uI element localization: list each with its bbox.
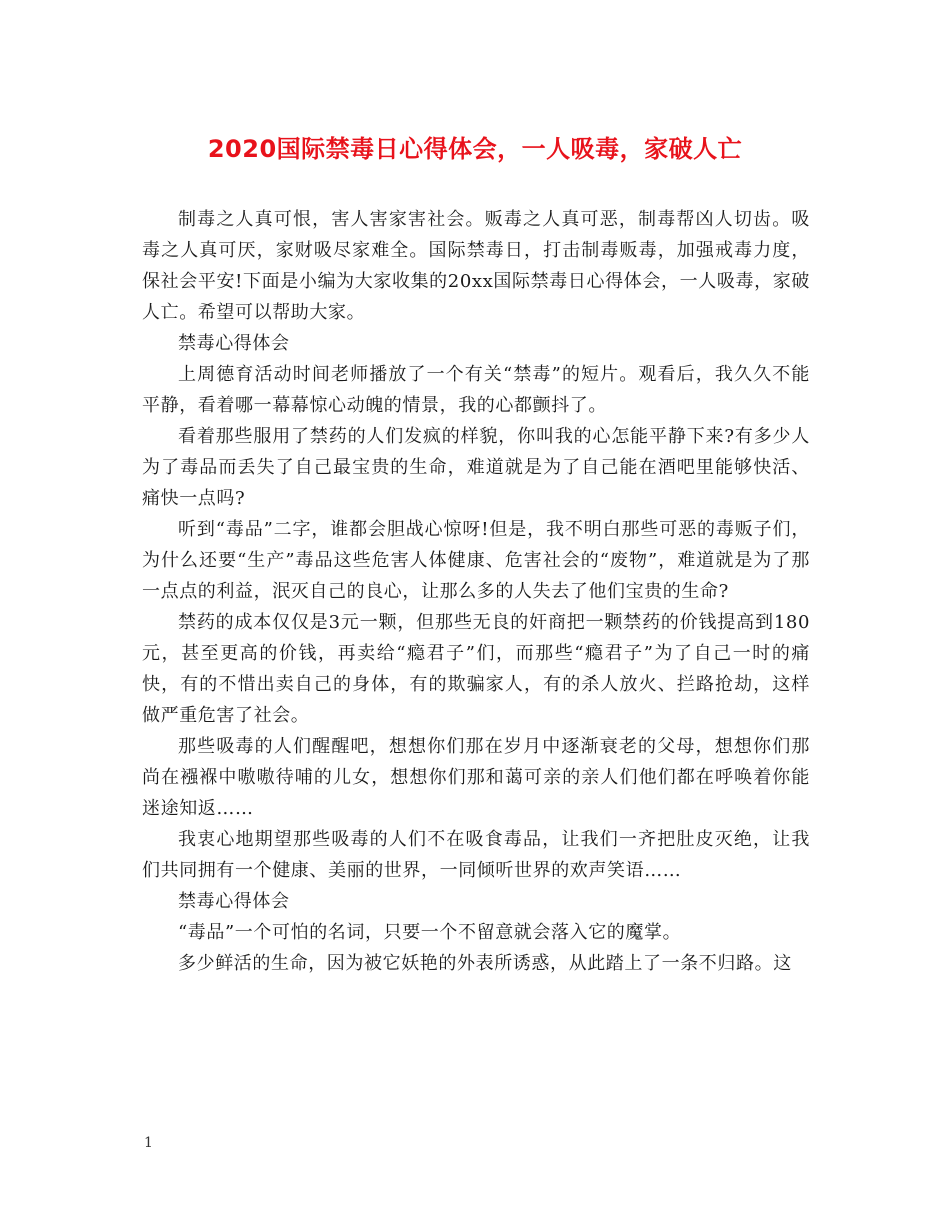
section-heading: 禁毒心得体会 <box>178 891 290 912</box>
paragraph-intro: 制毒之人真可恨，害人害家害社会。贩毒之人真可恶，制毒帮凶人切齿。吸毒之人真可厌，家财吸尽家难全。国际禁毒日，打击制毒贩毒，加强戒毒力度，保社会平安!下面是小编为大家收集的20xx国际禁毒日心得体会，一人吸毒，家破人亡。希望可以帮助大家。 <box>142 209 810 323</box>
paragraph: 禁药的成本仅仅是3元一颗，但那些无良的奸商把一颗禁药的价钱提高到180元，甚至更高的价钱，再卖给“瘾君子”们，而那些“瘾君子”为了自己一时的痛快，有的不惜出卖自己的身体，有的欺骗家人，有的杀人放火、拦路抢劫，这样做严重危害了社会。 <box>142 612 810 726</box>
paragraph: 听到“毒品”二字，谁都会胆战心惊呀!但是，我不明白那些可恶的毒贩子们，为什么还要“生产”毒品这些危害人体健康、危害社会的“废物”，难道就是为了那一点点的利益，泯灭自己的良心，让那么多的人失去了他们宝贵的生命? <box>142 519 810 602</box>
paragraph: 上周德育活动时间老师播放了一个有关“禁毒”的短片。观看后，我久久不能平静，看着哪一幕幕惊心动魄的情景，我的心都颤抖了。 <box>142 364 810 416</box>
paragraph: 看着那些服用了禁药的人们发疯的样貌，你叫我的心怎能平静下来?有多少人为了毒品而丢失了自己最宝贵的生命，难道就是为了自己能在酒吧里能够快活、痛快一点吗? <box>142 426 810 509</box>
paragraph: 多少鲜活的生命，因为被它妖艳的外表所诱惑，从此踏上了一条不归路。这 <box>178 953 792 974</box>
paragraph: 那些吸毒的人们醒醒吧，想想你们那在岁月中逐渐衰老的父母，想想你们那尚在襁褓中嗷嗷待哺的儿女，想想你们那和蔼可亲的亲人们他们都在呼唤着你能迷途知返…… <box>142 736 810 819</box>
document-body <box>142 204 810 979</box>
section-heading: 禁毒心得体会 <box>178 333 290 354</box>
paragraph: “毒品”一个可怕的名词，只要一个不留意就会落入它的魔掌。 <box>178 922 682 943</box>
document-title: 2020国际禁毒日心得体会，一人吸毒，家破人亡 <box>207 135 743 163</box>
paragraph: 我衷心地期望那些吸毒的人们不在吸食毒品，让我们一齐把肚皮灭绝，让我们共同拥有一个健康、美丽的世界，一同倾听世界的欢声笑语…… <box>142 829 810 881</box>
page-number: 1 <box>144 1135 153 1151</box>
